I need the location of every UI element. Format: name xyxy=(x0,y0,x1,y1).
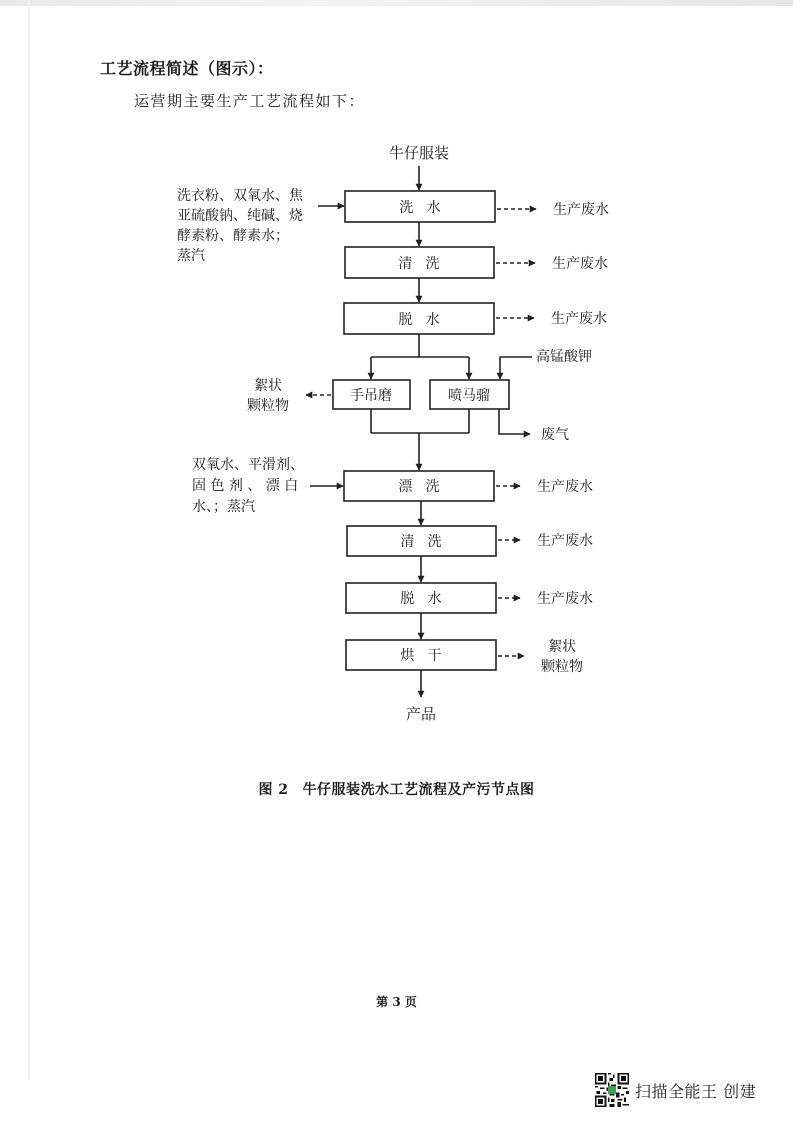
rinse-1-wastewater-label: 生产废水 xyxy=(552,256,608,272)
spray-exhaust-label: 废气 xyxy=(541,427,569,443)
step-spray-label: 喷马骝 xyxy=(448,388,490,404)
bleach-chemicals-line-3: 水、；蒸汽 xyxy=(192,499,255,515)
step-dewater-2-label: 脱 水 xyxy=(400,591,442,607)
spray-chemical-label: 高锰酸钾 xyxy=(536,349,592,365)
output-label: 产品 xyxy=(405,705,437,723)
figure-number: 图 2 xyxy=(258,782,289,798)
dewater-1-wastewater-label: 生产废水 xyxy=(551,311,607,327)
dewater-2-wastewater-label: 生产废水 xyxy=(537,591,593,607)
figure-caption xyxy=(0,779,793,799)
dry-particulate-line-2: 颗粒物 xyxy=(541,659,583,675)
wash-chemicals-line-1: 洗衣粉、双氧水、焦 xyxy=(177,188,303,204)
watermark-label: 扫描全能王 创建 xyxy=(635,1081,757,1101)
figure-title: 牛仔服装洗水工艺流程及产污节点图 xyxy=(302,782,535,798)
wash-wastewater-label: 生产废水 xyxy=(553,202,609,218)
intro-text: 运营期主要生产工艺流程如下： xyxy=(134,92,366,110)
page-number: 第 3 页 xyxy=(376,995,417,1009)
wash-chemicals-line-2: 亚硫酸钠、纯碱、烧 xyxy=(177,208,303,224)
arrow-permanganate-to-spray xyxy=(500,357,532,379)
scanner-watermark xyxy=(595,1072,756,1108)
qr-code-icon xyxy=(595,1073,629,1107)
hand-sand-particulate-line-2: 颗粒物 xyxy=(247,398,289,414)
bleach-chemicals-line-1: 双氧水、平滑剂、 xyxy=(192,457,304,473)
hand-sand-particulate-line-1: 絮状 xyxy=(254,378,282,394)
step-rinse-1-label: 清 洗 xyxy=(398,256,440,272)
step-rinse-2-label: 清 洗 xyxy=(400,534,442,550)
step-dry-label: 烘 干 xyxy=(400,648,442,664)
bleach-wastewater-label: 生产废水 xyxy=(537,479,593,495)
arrow-spray-exhaust xyxy=(499,409,530,434)
rinse-2-wastewater-label: 生产废水 xyxy=(537,533,593,549)
wash-chemicals-line-3: 酵素粉、酵素水； xyxy=(177,228,289,244)
step-bleach-label: 漂 洗 xyxy=(398,479,440,495)
wash-chemicals-line-4: 蒸汽 xyxy=(177,248,205,264)
step-dewater-1-label: 脱 水 xyxy=(398,312,440,328)
dry-particulate-line-1: 絮状 xyxy=(548,639,576,655)
section-heading: 工艺流程简述（图示）： xyxy=(100,59,274,78)
step-hand-sand-label: 手吊磨 xyxy=(350,388,392,404)
bleach-chemicals-line-2: 固 色 剂 、 漂 白 xyxy=(192,478,299,494)
step-wash-label: 洗 水 xyxy=(399,200,441,216)
input-label: 牛仔服装 xyxy=(388,144,450,162)
